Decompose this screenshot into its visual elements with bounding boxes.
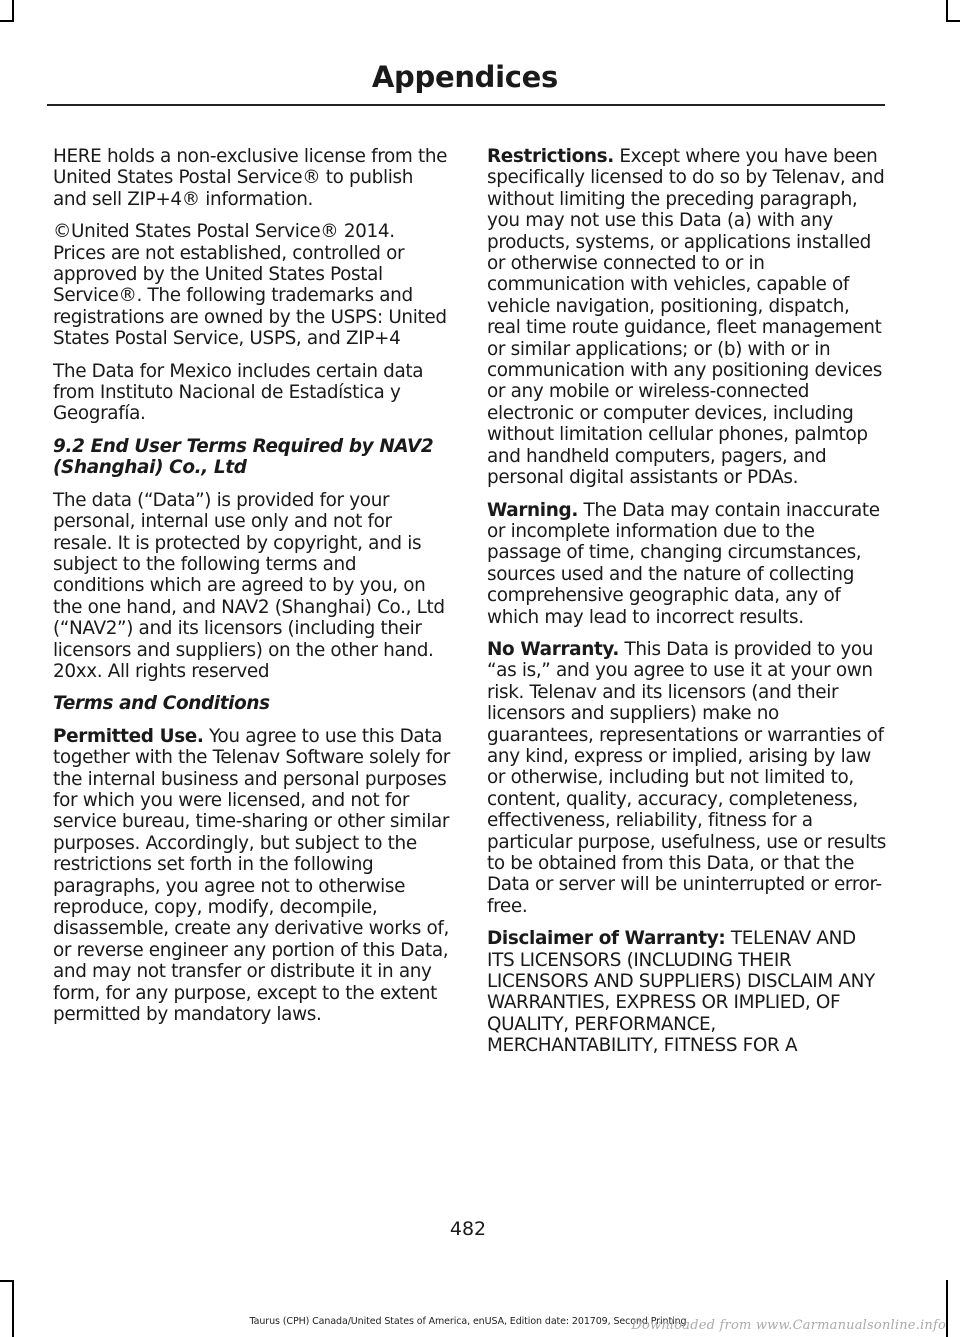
text-disclaimer: TELENAV AND ITS LICENSORS (INCLUDING THEIR LICENSORS AND SUPPLIERS) DISCLAIM ANY WARRANTIES, EXPRESS OR IMPLIED, OF QUALITY, PERFORMANCE, MERCHANTABILITY, FITNESS FOR A bbox=[487, 928, 875, 1057]
paragraph-permitted-use bbox=[53, 726, 451, 1026]
page-title: Appendices bbox=[371, 60, 558, 94]
paragraph-here-license: HERE holds a non-exclusive license from the United States Postal Service® to publish and sell ZIP+4® information. bbox=[53, 146, 448, 210]
heading-terms-and-conditions: Terms and Conditions bbox=[53, 693, 270, 715]
watermark: Downloaded from www.Carmanualsonline.info bbox=[631, 1318, 946, 1333]
lead-warning: Warning. bbox=[487, 499, 578, 521]
lead-no-warranty: No Warranty. bbox=[487, 638, 619, 660]
text-no-warranty: This Data is provided to you “as is,” and you agree to use it at your own risk. Telenav and its licensors (and their licensors and suppliers) make no guarantees, representations or warranties of any kind, express or implied, arising by law or otherwise, including but not limited to, content, quality, accuracy, completeness, effectiveness, reliability, fitness for a particular purpose, usefulness, use or results to be obtained from this Data, or that the Data or server will be uninterrupted or error-free. bbox=[487, 638, 886, 917]
lead-permitted-use: Permitted Use. bbox=[53, 725, 204, 747]
crop-mark-top-left-h bbox=[0, 20, 14, 22]
right-column bbox=[487, 146, 887, 1068]
crop-mark-top-right-v bbox=[946, 0, 948, 22]
paragraph-no-warranty bbox=[487, 639, 887, 917]
edition-footer: Taurus (CPH) Canada/United States of America, enUSA, Edition date: 201709, Second Printing bbox=[249, 1316, 687, 1327]
text-restrictions: Except where you have been specifically licensed to do so by Telenav, and without limiting the preceding paragraph, you may not use this Data (a) with any products, systems, or applications installed or otherwise connected to or in communication with vehicles, capable of vehicle navigation, positioning, dispatch, real time route guidance, fleet management or similar applications; or (b) with or in communication with any positioning devices or any mobile or wireless-connected electronic or computer devices, including without limitation cellular phones, palmtop and handheld computers, pagers, and personal digital assistants or PDAs. bbox=[487, 146, 885, 489]
lead-disclaimer: Disclaimer of Warranty: bbox=[487, 928, 726, 950]
crop-mark-bottom-left-v bbox=[12, 1280, 14, 1337]
section-heading-nav2: 9.2 End User Terms Required by NAV2 (Shanghai) Co., Ltd bbox=[53, 435, 434, 479]
crop-mark-top-right-h bbox=[946, 20, 960, 22]
left-column bbox=[53, 146, 451, 1036]
lead-restrictions: Restrictions. bbox=[487, 146, 614, 167]
paragraph-warning bbox=[487, 500, 887, 628]
text-permitted-use: You agree to use this Data together with the Telenav Software solely for the internal business and personal purposes for which you were licensed, and not for service bureau, time-sharing or other similar purposes. Accordingly, but subject to the restrictions set forth in the following paragraphs, you agree not to otherwise reproduce, copy, modify, decompile, disassemble, create any derivative works of, or reverse engineer any portion of this Data, and may not transfer or distribute it in any form, for any purpose, except to the extent permitted by mandatory laws. bbox=[53, 725, 450, 1026]
page-number: 482 bbox=[449, 1218, 487, 1240]
text-warning: The Data may contain inaccurate or incomplete information due to the passage of time, changing circumstances, sources used and the nature of collecting comprehensive geographic data, any of which may lead to incorrect results. bbox=[487, 499, 880, 628]
paragraph-mexico-data: The Data for Mexico includes certain data from Instituto Nacional de Estadística y Geografía. bbox=[53, 360, 424, 425]
crop-mark-bottom-right-v bbox=[946, 1280, 948, 1337]
paragraph-data-terms: The data (“Data”) is provided for your personal, internal use only and not for resale. It is protected by copyright, and is subject to the following terms and conditions which are agreed to by you, on the one hand, and NAV2 (Shanghai) Co., Ltd (“NAV2”) and its licensors (including their licensors and suppliers) on the other hand. 20xx. All rights reserved bbox=[53, 489, 445, 682]
paragraph-disclaimer bbox=[487, 928, 887, 1056]
paragraph-usps-copyright: ©United States Postal Service® 2014. Prices are not established, controlled or approved by the United States Postal Service®. The following trademarks and registrations are owned by the USPS: United States Postal Service, USPS, and ZIP+4 bbox=[53, 221, 447, 350]
crop-mark-top-left-v bbox=[12, 0, 14, 22]
crop-mark-bottom-left-h bbox=[0, 1280, 14, 1282]
paragraph-restrictions bbox=[487, 146, 887, 489]
header-rule bbox=[47, 104, 885, 106]
